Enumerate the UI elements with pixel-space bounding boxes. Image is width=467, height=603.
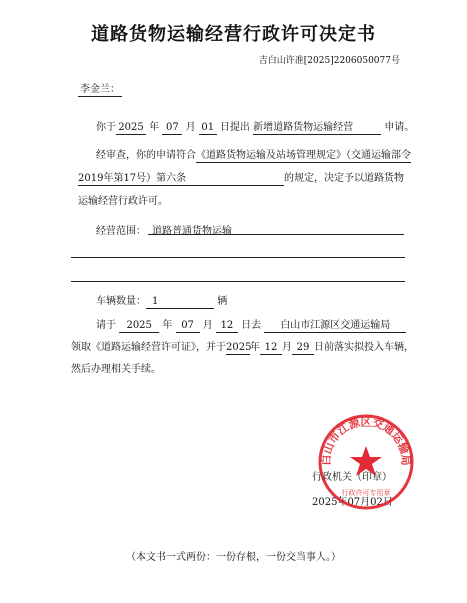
seal-text: 白山市江源区交通运输局 [319,415,413,466]
pickup-office: 白山市江源区交通运输局 [264,320,406,333]
para1-suffix: 申请。 [384,122,415,133]
application-paragraph [96,118,414,135]
official-seal [316,412,416,512]
recipient-name-text: 李金兰： [80,84,120,95]
deadline-month: 12 [260,342,282,355]
application-year: 2025 [116,122,146,135]
seal-subtext: 行政许可专用章 [341,489,391,497]
para1-prefix: 你于 [96,122,116,133]
pickup-month: 07 [176,320,200,333]
authority-label: 行政机关（印章） [312,472,392,483]
pickup-line-2 [71,338,414,355]
scope-underline-1 [148,234,404,235]
pickup-line-1 [96,316,406,333]
application-month: 07 [162,122,182,135]
pickup-day-unit: 日去 [241,320,262,331]
document-number: 吉白山许准[2025]2206050077号 [258,56,400,66]
pickup-prefix: 请于 [96,320,116,331]
application-day: 01 [199,122,217,135]
review-line-1 [96,146,411,163]
vehicle-count-row [96,292,227,309]
pickup-line2-suffix: 日前落实拟投入车辆， [314,342,414,353]
pickup-month-unit: 月 [202,320,213,331]
pickup-line2-prefix: 领取《道路运输经营许可证》，并于 [71,342,226,353]
deadline-day: 29 [292,342,314,355]
scope-label: 经营范围： [96,226,146,237]
vehicle-label: 车辆数量： [96,296,146,307]
application-subject: 新增道路货物运输经营 [253,122,381,135]
regulation-article: 2019年第17号）第六条 [78,173,284,186]
review-decision: 的规定，决定予以道路货物 [284,173,404,184]
para1-year-unit: 年 [149,122,160,133]
seal-star-icon [350,446,382,476]
para1-month-unit: 月 [185,122,196,133]
scope-value: 道路普通货物运输 [152,226,232,237]
pickup-year-unit: 年 [162,320,173,331]
pickup-line-3: 然后办理相关手续。 [71,364,161,375]
vehicle-count: 1 [146,296,214,309]
review-prefix: 经审查，你的申请符合 [96,150,196,161]
footer-note: （本文书一式两份：一份存根，一份交当事人。） [126,552,341,563]
document-title: 道路货物运输经营行政许可决定书 [91,24,376,45]
scope-underline-2 [71,257,405,258]
review-line-3: 运输经营行政许可。 [78,196,168,207]
review-line-2 [78,169,404,186]
recipient-name [78,84,122,97]
scope-underline-3 [71,281,405,282]
decision-date: 2025年07月02日 [312,497,393,508]
pickup-day: 12 [216,320,238,333]
vehicle-unit: 辆 [217,296,228,307]
para1-day-unit: 日提出 [219,122,250,133]
deadline-year: 2025 [226,342,252,353]
deadline-year-unit: 年 [250,342,260,353]
deadline-month-unit: 月 [282,342,292,353]
pickup-year: 2025 [119,320,159,333]
regulation-name: 《道路货物运输及站场管理规定》（交通运输部令 [196,150,411,161]
